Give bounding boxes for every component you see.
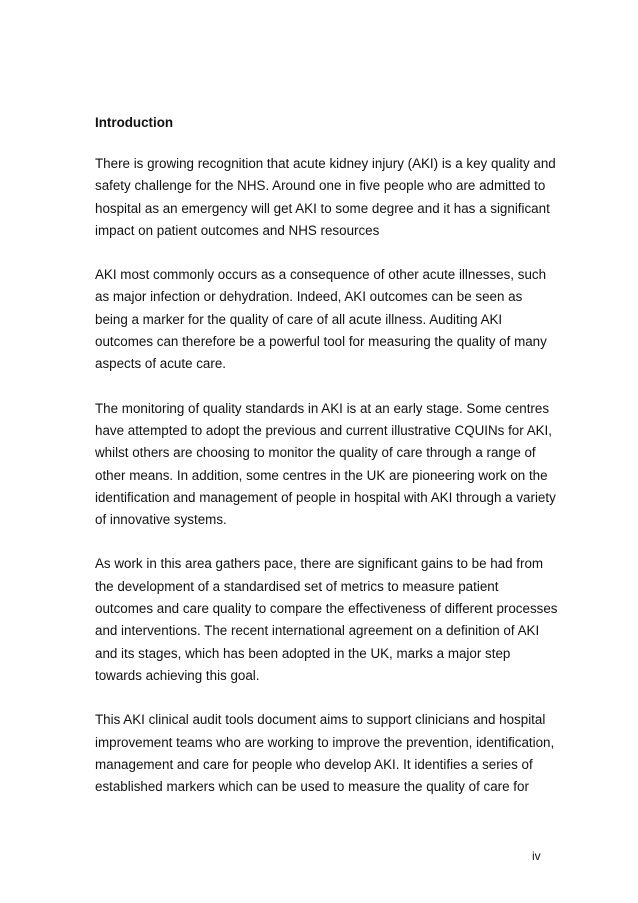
- paragraph-3: [95, 398, 556, 532]
- paragraph-line: other means. In addition, some centres in the UK are pioneering work on the: [95, 467, 548, 483]
- page-content: [95, 112, 558, 820]
- paragraph-line: management and care for people who develop AKI. It identifies a series of: [95, 756, 533, 772]
- paragraph-line: The monitoring of quality standards in AKI is at an early stage. Some centres: [95, 400, 550, 416]
- paragraph-5: [95, 709, 555, 798]
- paragraph-line: hospital as an emergency will get AKI to some degree and it has a significant: [95, 200, 550, 216]
- paragraph-line: safety challenge for the NHS. Around one in five people who are admitted to: [95, 178, 546, 194]
- paragraph-line: aspects of acute care.: [95, 356, 227, 372]
- paragraph-line: improvement teams who are working to improve the prevention, identification,: [95, 734, 555, 750]
- paragraph-line: There is growing recognition that acute kidney injury (AKI) is a key quality and: [95, 156, 556, 171]
- paragraph-line: As work in this area gathers pace, there are significant gains to be had from: [95, 556, 544, 572]
- paragraph-line: outcomes can therefore be a powerful tool for measuring the quality of many: [95, 334, 547, 350]
- paragraph-line: established markers which can be used to measure the quality of care for: [95, 779, 529, 795]
- paragraph-line: This AKI clinical audit tools document aims to support clinicians and hospital: [95, 712, 546, 728]
- paragraph-line: and its stages, which has been adopted in the UK, marks a major step: [95, 645, 511, 661]
- paragraph-2: [95, 264, 550, 375]
- paragraph-line: impact on patient outcomes and NHS resources: [95, 222, 380, 238]
- paragraph-line: identification and management of people in hospital with AKI through a variety: [95, 489, 556, 505]
- paragraph-line: being a marker for the quality of care of all acute illness. Auditing AKI: [95, 311, 503, 327]
- paragraph-line: have attempted to adopt the previous and current illustrative CQUINs for AKI,: [95, 422, 553, 438]
- page-number: iv: [532, 849, 541, 863]
- section-heading: Introduction: [95, 115, 174, 130]
- paragraph-1: [95, 153, 556, 242]
- paragraph-line: outcomes and care quality to compare the effectiveness of different processes: [95, 601, 558, 617]
- paragraph-line: whilst others are choosing to monitor the quality of care through a range of: [95, 445, 536, 461]
- paragraph-line: of innovative systems.: [95, 512, 227, 528]
- paragraph-line: towards achieving this goal.: [95, 667, 260, 683]
- paragraph-line: and interventions. The recent international agreement on a definition of AKI: [95, 623, 540, 639]
- paragraph-line: the development of a standardised set of metrics to measure patient: [95, 578, 499, 594]
- paragraph-4: [95, 553, 558, 687]
- paragraph-line: AKI most commonly occurs as a consequence of other acute illnesses, such: [95, 267, 547, 283]
- paragraph-line: as major infection or dehydration. Indeed, AKI outcomes can be seen as: [95, 289, 523, 305]
